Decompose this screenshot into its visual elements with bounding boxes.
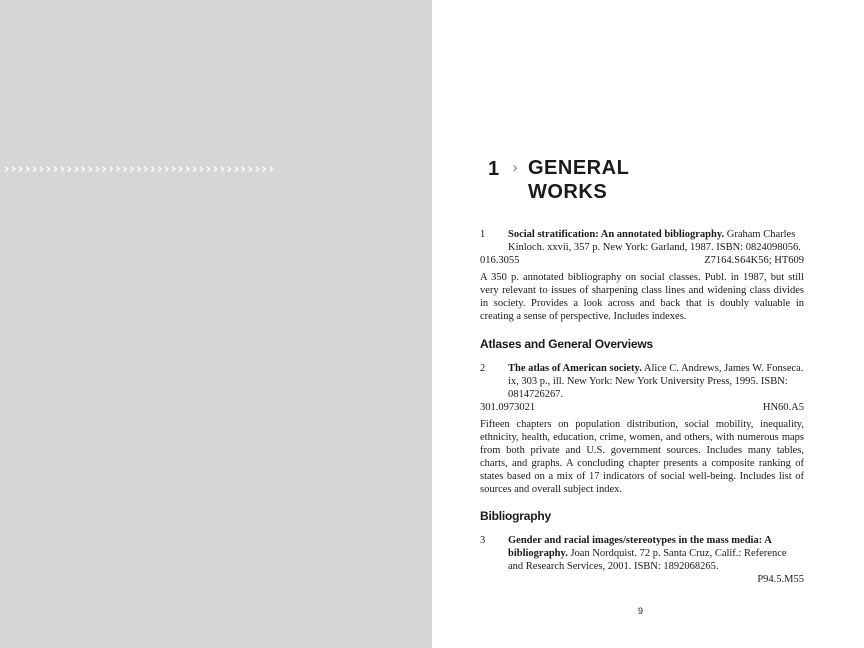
entry-number: 3 [480, 535, 486, 546]
chapter-title [528, 156, 648, 204]
chapter-title-line1: GENERAL [528, 157, 630, 179]
call-numbers [480, 401, 804, 414]
right-page [432, 0, 864, 648]
entry-details: Joan Nordquist. 72 p. Santa Cruz, Calif.: Reference and Research Services, 2001. ISBN: 1892068265. [508, 548, 787, 572]
entry-number: 1 [480, 229, 486, 240]
section-heading-atlases: Atlases and General Overviews [480, 337, 653, 351]
entry-1 [480, 228, 804, 323]
entry-annotation: Fifteen chapters on population distribution, social mobility, inequality, ethnicity, health, education, crime, women, and others, with numerous maps from both private and U.S. government sources. Includes many tables, charts, and graphs. A concluding chapter presents a composite ranking of states based on a mix of 17 indicators of social well-being. Includes list of sources and overall subject index. [480, 419, 804, 495]
dewey-number: 301.0973021 [480, 402, 536, 413]
page-number: 9 [638, 606, 644, 616]
chevron-band-decoration: ››››››››››››››››››››››››››››››››››››››› [4, 162, 276, 177]
entry-title: The atlas of American society. [508, 363, 642, 374]
entry-details: Graham Charles Kinloch. xxvii, 357 p. New York: Garland, 1987. ISBN: 0824098056. [508, 229, 801, 253]
entry-2 [480, 362, 804, 496]
entry-number: 2 [480, 363, 486, 374]
chapter-title-line2: WORKS [528, 181, 608, 203]
chevron-right-icon: › [512, 158, 519, 177]
dewey-number: 016.3055 [480, 255, 520, 266]
lc-number: HN60.A5 [762, 402, 804, 413]
entry-citation [508, 228, 804, 254]
lc-number: Z7164.S64K56; HT609 [704, 255, 804, 266]
entry-title: Gender and racial images/stereotypes in the mass media: A bibliography. [508, 535, 772, 559]
lc-number: P94.5.M55 [757, 574, 804, 585]
call-numbers [480, 573, 804, 586]
chapter-number: 1 [488, 158, 500, 180]
entry-citation [508, 534, 804, 573]
entry-details: Alice C. Andrews, James W. Fonseca. ix, 303 p., ill. New York: New York University Press, 1995. ISBN: 0814726267. [508, 363, 804, 400]
section-heading-bibliography: Bibliography [480, 509, 551, 523]
entry-annotation: A 350 p. annotated bibliography on social classes. Publ. in 1987, but still very relevant to issues of sharpening class lines and widening class divides in society. Provides a look across and back that is doubly valuable in creating a sense of perspective. Includes indexes. [480, 272, 804, 322]
entry-title: Social stratification: An annotated bibliography. [508, 229, 725, 240]
entry-3 [480, 534, 804, 586]
entry-citation [508, 362, 804, 401]
call-numbers [480, 254, 804, 267]
